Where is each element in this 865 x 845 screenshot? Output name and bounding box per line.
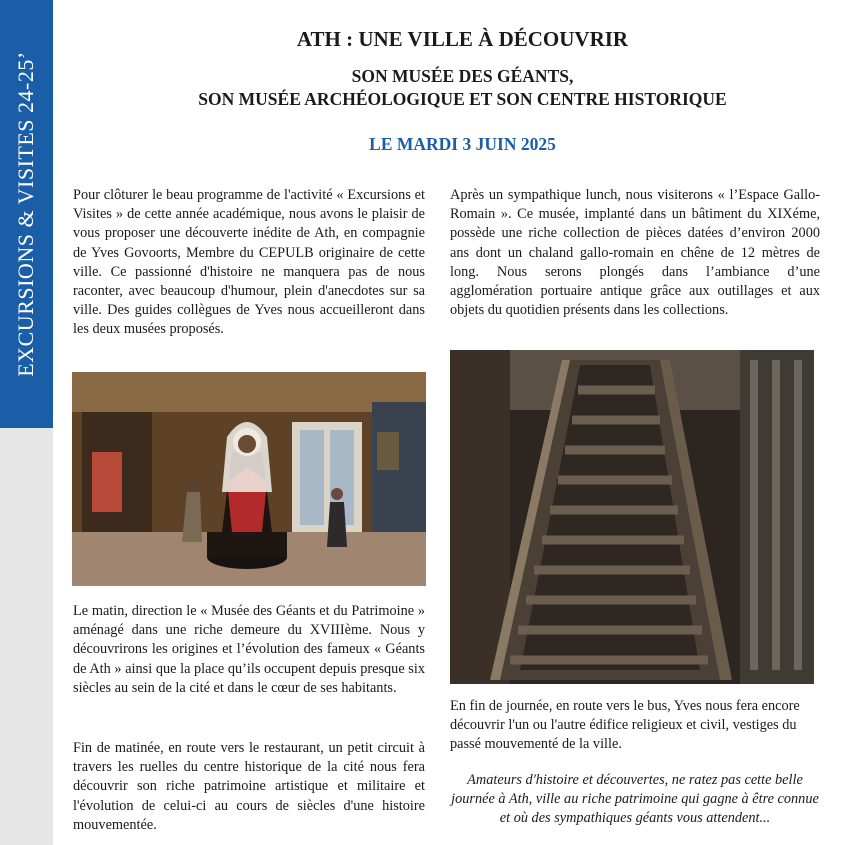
evening-paragraph: En fin de journée, en route vers le bus, Yves nous fera encore découvrir l'un ou l'autre édifice religieux et civil, vestiges du passé mouvementé de la ville. (450, 698, 800, 753)
afternoon-paragraph: Après un sympathique lunch, nous visiterons « l’Espace Gallo-Romain ». Ce musée, implanté dans un bâtiment du XIXéme, possède une riche collection de pièces datées d’environ 2000 ans dont un chaland gallo-romain en chêne de 12 mètres de long. Nous serons plongés dans l’ambiance d’une agglomération portuaire antique grâce aux outillages et aux objets du quotidien présents dans les collections. (450, 187, 820, 319)
closing-invitation: Amateurs d'histoire et découvertes, ne ratez pas cette belle journée à Ath, ville au riche patrimoine qui gagne à être connue et où des sympathiques géants vous attendent... (451, 772, 819, 827)
sidebar-label: EXCURSIONS & VISITES 24-25’ (13, 51, 38, 377)
morning-paragraph: Le matin, direction le « Musée des Géants et du Patrimoine » aménagé dans une riche demeure du XVIIIème. Nous y découvrirons les origines et l’évolution des fameux « Géants de Ath » ainsi que la place qu’ils occupent depuis presque six siècles au sein de la cité et dans le cœur de ses habitants. (73, 603, 425, 696)
subtitle-line-1: SON MUSÉE DES GÉANTS, (351, 66, 574, 86)
page-title: ATH : UNE VILLE À DÉCOUVRIR (296, 27, 629, 51)
sidebar (0, 0, 53, 845)
gallo-roman-barge-photo (450, 350, 814, 684)
subtitle-line-2: SON MUSÉE ARCHÉOLOGIQUE ET SON CENTRE HISTORIQUE (198, 89, 727, 109)
page-subtitle (60, 65, 865, 111)
intro-paragraph: Pour clôturer le beau programme de l'activité « Excursions et Visites » de cette année académique, nous avons le plaisir de vous proposer une découverte inédite de Ath, en compagnie de Yves Govoorts, Membre du CEPULB originaire de cette ville. Ce passionné d'histoire ne manquera pas de nous raconter, avec beaucoup d'humour, plein d'anecdotes sur sa ville. Des guides collègues de Yves nous accueilleront dans les deux musées proposés. (73, 187, 425, 338)
sidebar-band (0, 0, 53, 428)
late-morning-paragraph: Fin de matinée, en route vers le restaurant, un petit circuit à travers les ruelles du centre historique de la cité nous fera découvrir son riche patrimoine artistique et militaire et l'évolution de celui-ci au cours de siècles d'une histoire mouvementée. (73, 740, 425, 833)
event-date: LE MARDI 3 JUIN 2025 (369, 134, 556, 154)
giants-museum-photo (72, 372, 426, 586)
